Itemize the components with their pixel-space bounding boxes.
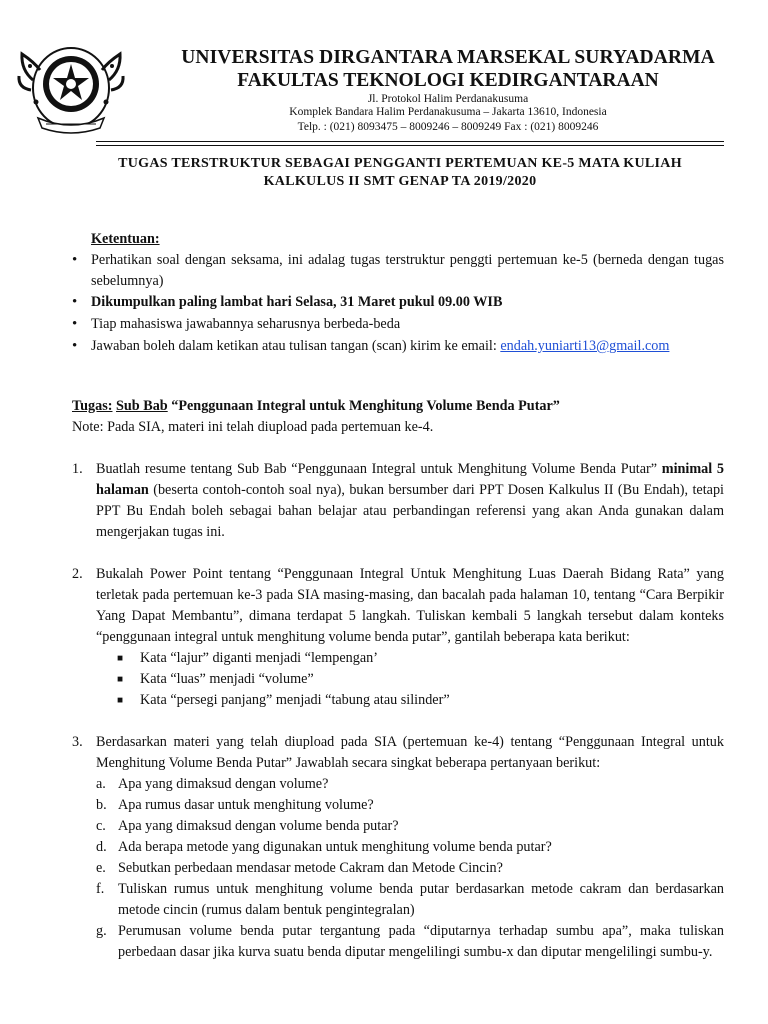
q2-number: 2. [72,566,83,582]
q2-bullet-1: Kata “lajur” diganti menjadi “lempengan’ [140,650,378,666]
q3-letter-c: c. [96,818,106,834]
ketentuan-item-3: Tiap mahasiswa jawabannya seharusnya berbeda-beda [91,316,401,332]
bullet-icon: • [72,252,78,268]
square-bullet-icon: ■ [117,674,124,685]
ketentuan-heading: Ketentuan: [91,231,160,247]
q3-item-d: Ada berapa metode yang digunakan untuk menghitung volume benda putar? [118,839,552,855]
ketentuan-item-4: Jawaban boleh dalam ketikan atau tulisan tangan (scan) kirim ke email: endah.yuniarti13@gmail.com [91,338,670,354]
q3-item-g: Perumusan volume benda putar tergantung pada “diputarnya terhadap sumbu apa”, maka tuliskan perbedaan dasar jika kurva suatu benda diputar mengelilingi sumbu-x dan diputar mengelilingi sumbu-y. [118,923,724,960]
q1-number: 1. [72,461,83,477]
ketentuan-item-2: Dikumpulkan paling lambat hari Selasa, 31 Maret pukul 09.00 WIB [91,294,503,310]
q2-text: Bukalah Power Point tentang “Penggunaan Integral Untuk Menghitung Luas Daerah Bidang Rata” yang terletak pada pertemuan ke-3 pada SIA masing-masing, dan bacalah pada halaman 10, tentang “Cara Berpikir Yang Dapat Membantu”, dimana terdapat 5 langkah. Tuliskan kembali 5 langkah tersebut dalam konteks “penggunaan integral untuk menghitung volume benda putar”, gantilah beberapa kata berikut: [96,566,724,645]
q3-text: Berdasarkan materi yang telah diupload pada SIA (pertemuan ke-4) tentang “Penggunaan Integral untuk Menghitung Volume Benda Putar” Jawablah secara singkat beberapa pertanyaan berikut: [96,734,724,771]
ketentuan-item-1: Perhatikan soal dengan seksama, ini adalag tugas terstruktur penggti pertemuan ke-5 (berneda dengan tugas sebelumnya) [91,252,724,289]
address-line-1: Jl. Protokol Halim Perdanakusuma [367,93,529,105]
q3-item-b: Apa rumus dasar untuk menghitung volume? [118,797,374,813]
q3-number: 3. [72,734,83,750]
university-logo [16,40,126,140]
tugas-heading: Tugas: Sub Bab “Penggunaan Integral untuk Menghitung Volume Benda Putar” [72,398,560,414]
q1-text: Buatlah resume tentang Sub Bab “Penggunaan Integral untuk Menghitung Volume Benda Putar” minimal 5 halaman (beserta contoh-contoh soal nya), bukan bersumber dari PPT Dosen Kalkulus II (Bu Endah), tetapi PPT Bu Endah boleh sebagai bahan belajar atau perbandingan referensi yang akan Anda gunakan dalam mengerjakan tugas ini. [96,461,725,540]
q3-letter-f: f. [96,881,105,897]
square-bullet-icon: ■ [117,653,124,664]
address-line-2: Komplek Bandara Halim Perdanakusuma – Jakarta 13610, Indonesia [289,106,607,118]
q3-letter-e: e. [96,860,106,876]
tugas-note: Note: Pada SIA, materi ini telah diupload pada pertemuan ke-4. [72,419,434,435]
email-link[interactable]: endah.yuniarti13@gmail.com [500,338,670,354]
letterhead-rule-thick [96,141,724,142]
q3-letter-g: g. [96,923,107,939]
q3-item-c: Apa yang dimaksud dengan volume benda putar? [118,818,399,834]
assignment-title-line-1: TUGAS TERSTRUKTUR SEBAGAI PENGGANTI PERTEMUAN KE-5 MATA KULIAH [118,156,682,171]
q3-letter-b: b. [96,797,107,813]
bullet-icon: • [72,316,78,332]
q3-letter-d: d. [96,839,107,855]
q3-item-e: Sebutkan perbedaan mendasar metode Cakram dan Metode Cincin? [118,860,503,876]
phone-line: Telp. : (021) 8093475 – 8009246 – 8009249 Fax : (021) 8009246 [297,121,599,133]
university-name: UNIVERSITAS DIRGANTARA MARSEKAL SURYADARMA [181,47,715,68]
q3-item-f: Tuliskan rumus untuk menghitung volume benda putar berdasarkan metode cakram dan berdasarkan metode cincin (rumus dalam bentuk pengintegralan) [118,881,724,918]
assignment-title-line-2: KALKULUS II SMT GENAP TA 2019/2020 [263,174,537,189]
faculty-name: FAKULTAS TEKNOLOGI KEDIRGANTARAAN [237,70,659,91]
bullet-icon: • [72,294,78,310]
q3-item-a: Apa yang dimaksud dengan volume? [118,776,329,792]
bullet-icon: • [72,338,78,354]
q2-bullet-2: Kata “luas” menjadi “volume” [140,671,314,687]
q3-letter-a: a. [96,776,106,792]
q2-bullet-3: Kata “persegi panjang” menjadi “tabung atau silinder” [140,692,450,708]
letterhead-rule-thin [96,145,724,146]
square-bullet-icon: ■ [117,695,124,706]
